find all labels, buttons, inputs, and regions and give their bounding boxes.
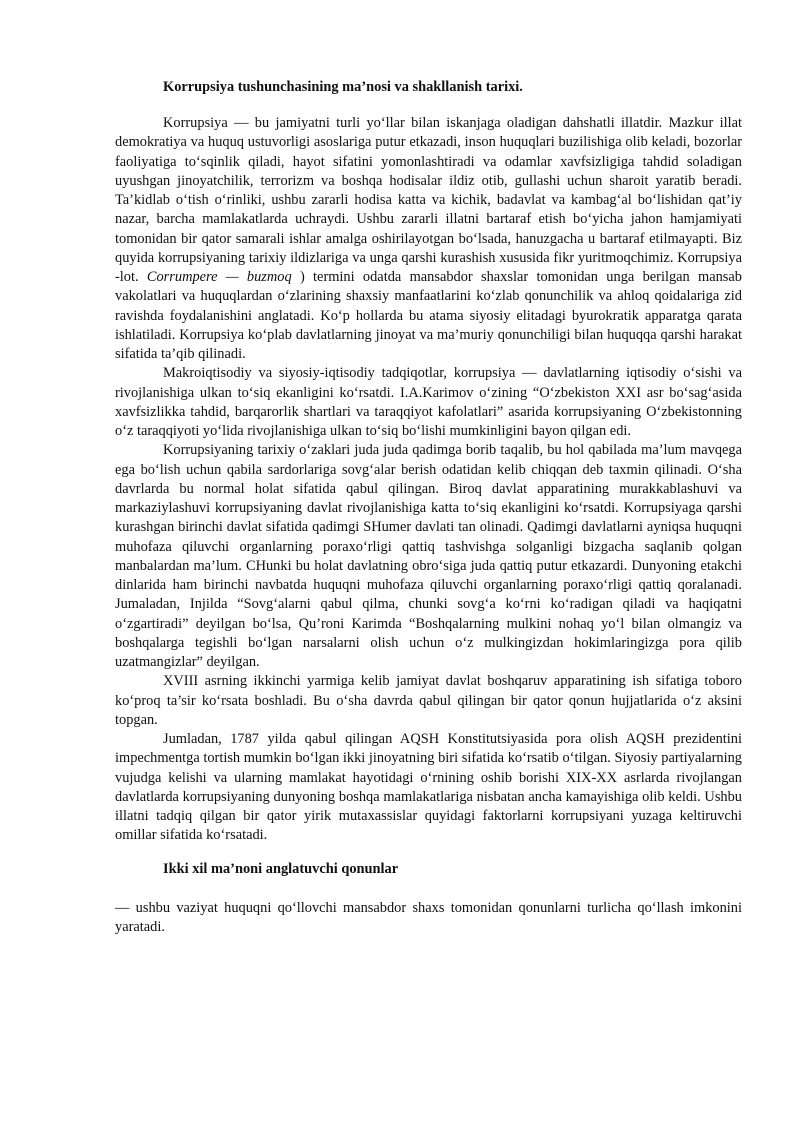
paragraph-economics: Makroiqtisodiy va siyosiy-iqtisodiy tadqiqotlar, korrupsiya — davlatlarning iqtisodiy o‘sishi va rivojlanishiga ulkan to‘siq ekanligini ko‘rsatdi. I.A.Karimov o‘zining “O‘zbekiston XXI asr bo‘sag‘asida xavfsizlikka tahdid, barqarorlik shartlari va taraqqiyot kafolatlari” asarida korrupsiyaning O‘zbekistonning o‘z taraqqiyoti yo‘lida rivojlanishiga ulkan to‘siq bo‘lishi mumkinligini bayon qilgan edi. [115, 365, 742, 439]
subsection-title: Ikki xil ma’noni anglatuvchi qonunlar [163, 860, 399, 877]
paragraph-definition-text: Korrupsiya — bu jamiyatni turli yo‘llar bilan iskanjaga oladigan dahshatli illatdir. Mazkur illat demokratiya va huquq ustuvorligi asoslariga putur etkazadi, inson huquqlari buzilishiga olib keladi, bozorlar faoliyatiga to‘sqinlik qiladi, hayot sifatini yomonlashtiradi va odamlar xavfsizligiga tahdid soladigan uyushgan jinoyatchilik, terrorizm va boshqa hodisalar ildiz otib, gullashi uchun sharoit yaratib beradi. Ta’kidlab o‘tish o‘rinliki, ushbu zararli hodisa katta va kichik, badavlat va kambag‘al bo‘lishidan qat’iy nazar, barcha mamlakatlarda uchraydi. Ushbu zararli illatni bartaraf etish bo‘yicha jahon hamjamiyati tomonidan bir qator samarali ishlar amalga oshirilayotgan bo‘lsada, hanuzgacha u bartaraf etilmayapti. Biz quyida korrupsiyaning tarixiy ildizlariga va unga qarshi kurashish xususida fikr yuritmoqchimiz. Korrupsiya -lot. [115, 115, 742, 285]
paragraph-laws: — ushbu vaziyat huquqni qo‘llovchi mansabdor shaxs tomonidan qonunlarni turlicha qo‘llash imkonini yaratadi. [115, 899, 742, 935]
paragraph-usa-constitution: Jumladan, 1787 yilda qabul qilingan AQSH Konstitutsiyasida pora olish AQSH prezidentini impechmentga tortish mumkin bo‘lgan ikki jinoyatning biri sifatida ko‘rsatib o‘tilgan. Siyosiy partiyalarning vujudga kelishi va ularning mamlakat hayotidagi o‘rnining oshib borishi XIX-XX asrlarda rivojlangan davlatlarda korrupsiyaning dunyoning boshqa mamlakatlariga nisbatan ancha kamayishiga olib keldi. Ushbu illatni tadqiq qilgan bir qator yirik mutaxassislar quyidagi faktorlarni korrupsiyani yuzaga keltiruvchi omillar sifatida ko‘rsatadi. [115, 731, 742, 844]
paragraph-definition [115, 114, 742, 364]
paragraph-xviii-century: XVIII asrning ikkinchi yarmiga kelib jamiyat davlat boshqaruv apparatining ish sifatiga toboro ko‘proq ta’sir ko‘rsata boshladi. Bu o‘sha davrda qabul qilingan bir qator qonun hujjatlarida o‘z aksini topgan. [115, 673, 742, 728]
paragraph-history: Korrupsiyaning tarixiy o‘zaklari juda juda qadimga borib taqalib, bu hol qabilada ma’lum mavqega ega bo‘lish uchun qabila sardorlariga sovg‘alar berish odatidan kelib chiqqan deb taxmin qilinadi. O‘sha davrlarda bu normal holat sifatida qabul qilingan. Biroq davlat apparatining murakkablashuvi va markaziylashuvi korrupsiyaning davlat rivojlanishiga katta to‘siq ekanligini ko‘rsatdi. Korrupsiyaga qarshi kurashgan birinchi davlat sifatida qadimgi SHumer davlati tan olinadi. Qadimgi davlatlarni ayniqsa huquqni muhofaza qiluvchi organlarning poraxo‘rligi qattiq tashvishga solganligi bizgacha saqlanib qolgan manbalardan ma’lum. CHunki bu holat davlatning obro‘siga juda qattiq putur etkazardi. Dunyoning etakchi dinlarida ham birinchi navbatda huquqni muhofaza qiluvchi organlarning poraxo‘rligi qattiq qoralanadi. Jumaladan, Injilda “Sovg‘alarni qabul qilma, chunki sovg‘a ko‘rni ko‘radigan qiladi va haqiqatni o‘zgartiradi” deyilgan bo‘lsa, Qu’roni Karimda “Boshqalarning mulkini nohaq yo‘l bilan olmangiz va boshqalarga tegishli bo‘lgan narsalarni olish uchun o‘z mulkingizdan hokimlaringizga pora qilib uzatmangizlar” deyilgan. [115, 442, 742, 670]
section-title: Korrupsiya tushunchasining ma’nosi va shakllanish tarixi. [163, 79, 523, 95]
paragraph-definition-continuation: ) termini odatda mansabdor shaxslar tomonidan unga berilgan mansab vakolatlari va huquqlardan o‘zlarining shaxsiy manfaatlarini ko‘zlab qonunchilik va ahloq qoidalariga zid ravishda foydalanishini anglatadi. Ko‘p hollarda bu atama siyosiy elitadagi byurokratik apparatga qarata ishlatiladi. Korrupsiya ko‘plab davlatlarning jinoyat va ma’muriy qonunchiligi bilan huquqqa qarshi harakat sifatida ta’qib qilinadi. [115, 269, 742, 362]
latin-term: Corrumpere — buzmoq [146, 269, 292, 285]
